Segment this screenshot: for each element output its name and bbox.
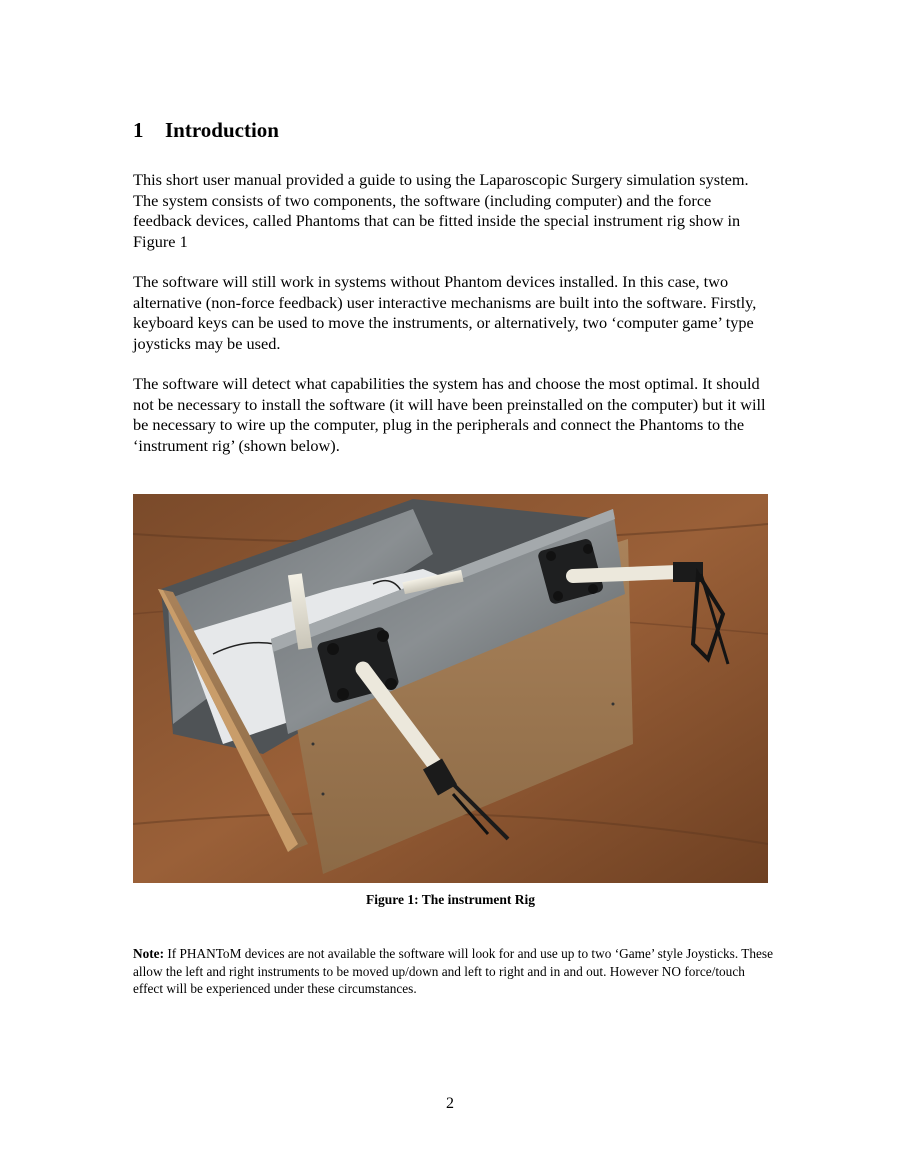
section-number: 1 — [133, 118, 144, 142]
section-heading — [133, 118, 279, 143]
intro-paragraph-1: This short user manual provided a guide to using the Laparoscopic Surgery simulation system. The system consists of two components, the software (including computer) and the force feedback devices, called Phantoms that can be fitted inside the special instrument rig show in Figure 1 — [133, 170, 749, 251]
intro-paragraph-2: The software will still work in systems without Phantom devices installed. In this case, two alternative (non-force feedback) user interactive mechanisms are built into the software. Firstly, keyboard keys can be used to move the instruments, or alternatively, two ‘computer game’ type joysticks may be used. — [133, 272, 757, 353]
note-paragraph — [133, 945, 773, 998]
intro-paragraph-3: The software will detect what capabilities the system has and choose the most optimal. It should not be necessary to install the software (it will have been preinstalled on the computer) but it will be necessary to wire up the computer, plug in the peripherals and connect the Phantoms to the ‘instrument rig’ (shown below). — [133, 374, 766, 455]
section-title: Introduction — [165, 118, 279, 142]
note-label: Note: — [133, 946, 165, 961]
instrument-rig-photo — [133, 494, 768, 883]
figure-caption: Figure 1: The instrument Rig — [365, 892, 535, 907]
note-text: If PHANToM devices are not available the software will look for and use up to two ‘Game’ style Joysticks. These allow the left and right instruments to be moved up/down and left to right and in and out. However NO force/touch effect will be experienced under these circumstances. — [133, 946, 773, 996]
page-number: 2 — [446, 1095, 454, 1112]
